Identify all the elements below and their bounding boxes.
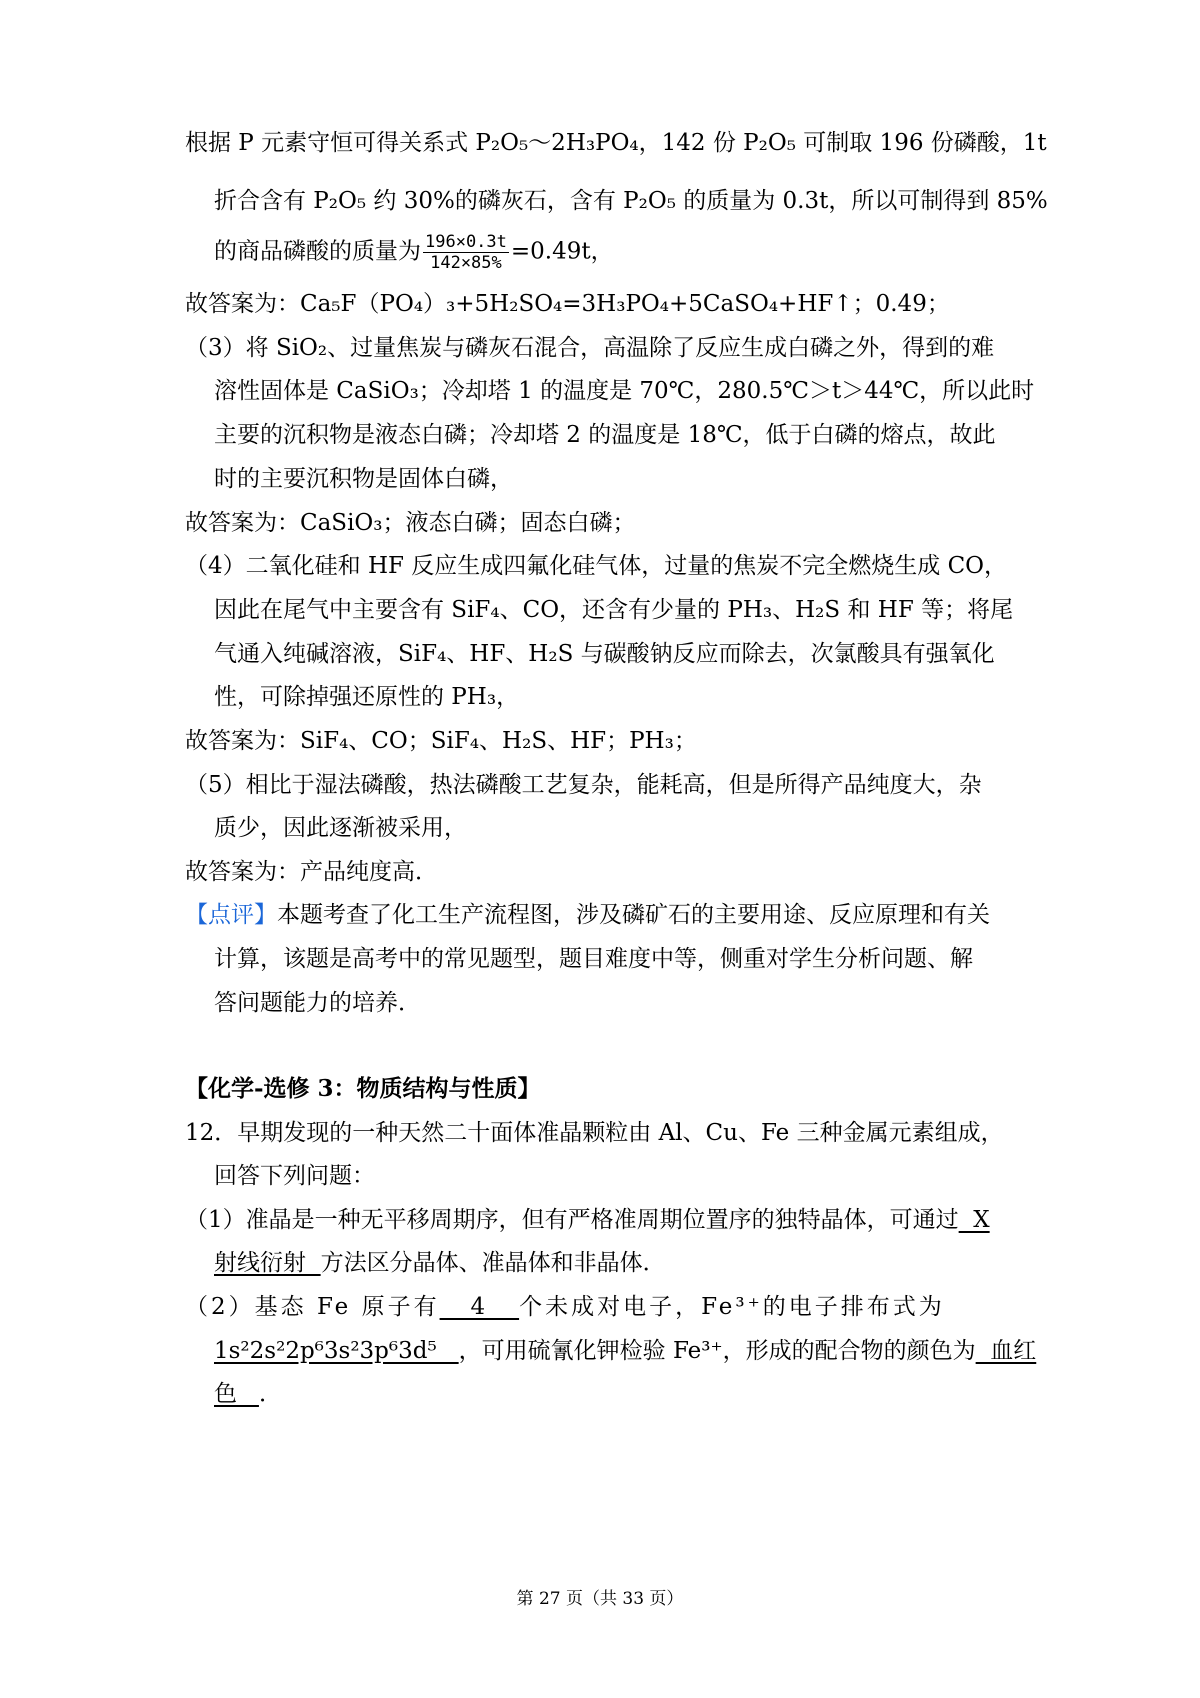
text-line: 故答案为：Ca₅F（PO₄）₃+5H₂SO₄=3H₃PO₄+5CaSO₄+HF↑；0.49； [185,291,950,317]
text-line: （4）二氧化硅和 HF 反应生成四氟化硅气体，过量的焦炭不完全燃烧生成 CO， [185,553,1008,579]
text-span: （2）基态 Fe 原子有 [185,1294,440,1320]
text-line: 溶性固体是 CaSiO₃；冷却塔 1 的温度是 70℃，280.5℃＞t＞44℃，所以此时 [214,378,1035,404]
text-line [214,232,1054,273]
text-line: 主要的沉积物是液态白磷；冷却塔 2 的温度是 18℃，低于白磷的熔点，故此 [214,422,996,448]
answer-blank: 色 [214,1381,259,1407]
text-line: 折合含有 P₂O₅ 约 30%的磷灰石，含有 P₂O₅ 的质量为 0.3t，所以可制得到 85% [214,188,1048,214]
text-line: 故答案为：SiF₄、CO；SiF₄、H₂S、HF；PH₃； [185,728,697,754]
question-line: 回答下列问题： [214,1163,375,1189]
text-span: =0.49t， [510,238,614,265]
text-line: 因此在尾气中主要含有 SiF₄、CO，还含有少量的 PH₃、H₂S 和 HF 等；将尾 [214,597,1014,623]
text-line: （5）相比于湿法磷酸，热法磷酸工艺复杂，能耗高，但是所得产品纯度大，杂 [185,772,982,798]
text-line: 故答案为：产品纯度高． [185,859,438,885]
text-line: 性，可除掉强还原性的 PH₃， [214,684,520,710]
fraction-denominator: 142×85% [430,253,502,273]
answer-blank: 4 [439,1294,520,1320]
text-line: 答问题能力的培养． [214,990,421,1016]
text-line: （3）将 SiO₂、过量焦炭与磷灰石混合，高温除了反应生成白磷之外，得到的难 [185,335,995,361]
answer-blank: X [958,1207,990,1233]
page-footer: 第 27 页（共 33 页） [516,1589,684,1609]
comment-line [185,900,1025,930]
question-line: 12．早期发现的一种天然二十面体准晶颗粒由 Al、Cu、Fe 三种金属元素组成， [185,1120,1004,1146]
section-title: 【化学-选修 3：物质结构与性质】 [185,1075,541,1102]
comment-tag: 【点评】 [185,902,277,928]
text-line: 质少，因此逐渐被采用， [214,815,467,841]
text-span: ，可用硫氰化钾检验 Fe³⁺，形成的配合物的颜色为 [458,1338,976,1364]
question-line [214,1379,1054,1409]
text-span: 本题考查了化工生产流程图，涉及磷矿石的主要用途、反应原理和有关 [277,902,990,928]
text-span: 方法区分晶体、准晶体和非晶体． [320,1250,666,1276]
question-line [214,1248,1054,1278]
text-span: 个未成对电子，Fe³⁺的电子排布式为 [519,1294,945,1320]
answer-blank: 1s²2s²2p⁶3s²3p⁶3d⁵ [214,1338,459,1364]
text-span: 的商品磷酸的质量为 [214,238,421,265]
text-line: 故答案为：CaSiO₃；液态白磷；固态白磷； [185,510,636,536]
text-line: 根据 P 元素守恒可得关系式 P₂O₅～2H₃PO₄，142 份 P₂O₅ 可制取 196 份磷酸，1t [185,130,1047,156]
text-span: ． [258,1381,282,1407]
text-span: （1）准晶是一种无平移周期序，但有严格准周期位置序的独特晶体，可通过 [185,1207,959,1233]
answer-blank: 血红 [975,1338,1037,1364]
question-line [185,1292,1025,1322]
fraction [423,232,509,273]
text-line: 气通入纯碱溶液，SiF₄、HF、H₂S 与碳酸钠反应而除去，次氯酸具有强氧化 [214,641,995,667]
text-line: 时的主要沉积物是固体白磷， [214,466,513,492]
text-line: 计算，该题是高考中的常见题型，题目难度中等，侧重对学生分析问题、解 [214,946,973,972]
question-line [185,1205,1025,1235]
fraction-numerator: 196×0.3t [425,232,507,252]
question-line [214,1336,1054,1366]
answer-blank: 射线衍射 [214,1250,321,1276]
